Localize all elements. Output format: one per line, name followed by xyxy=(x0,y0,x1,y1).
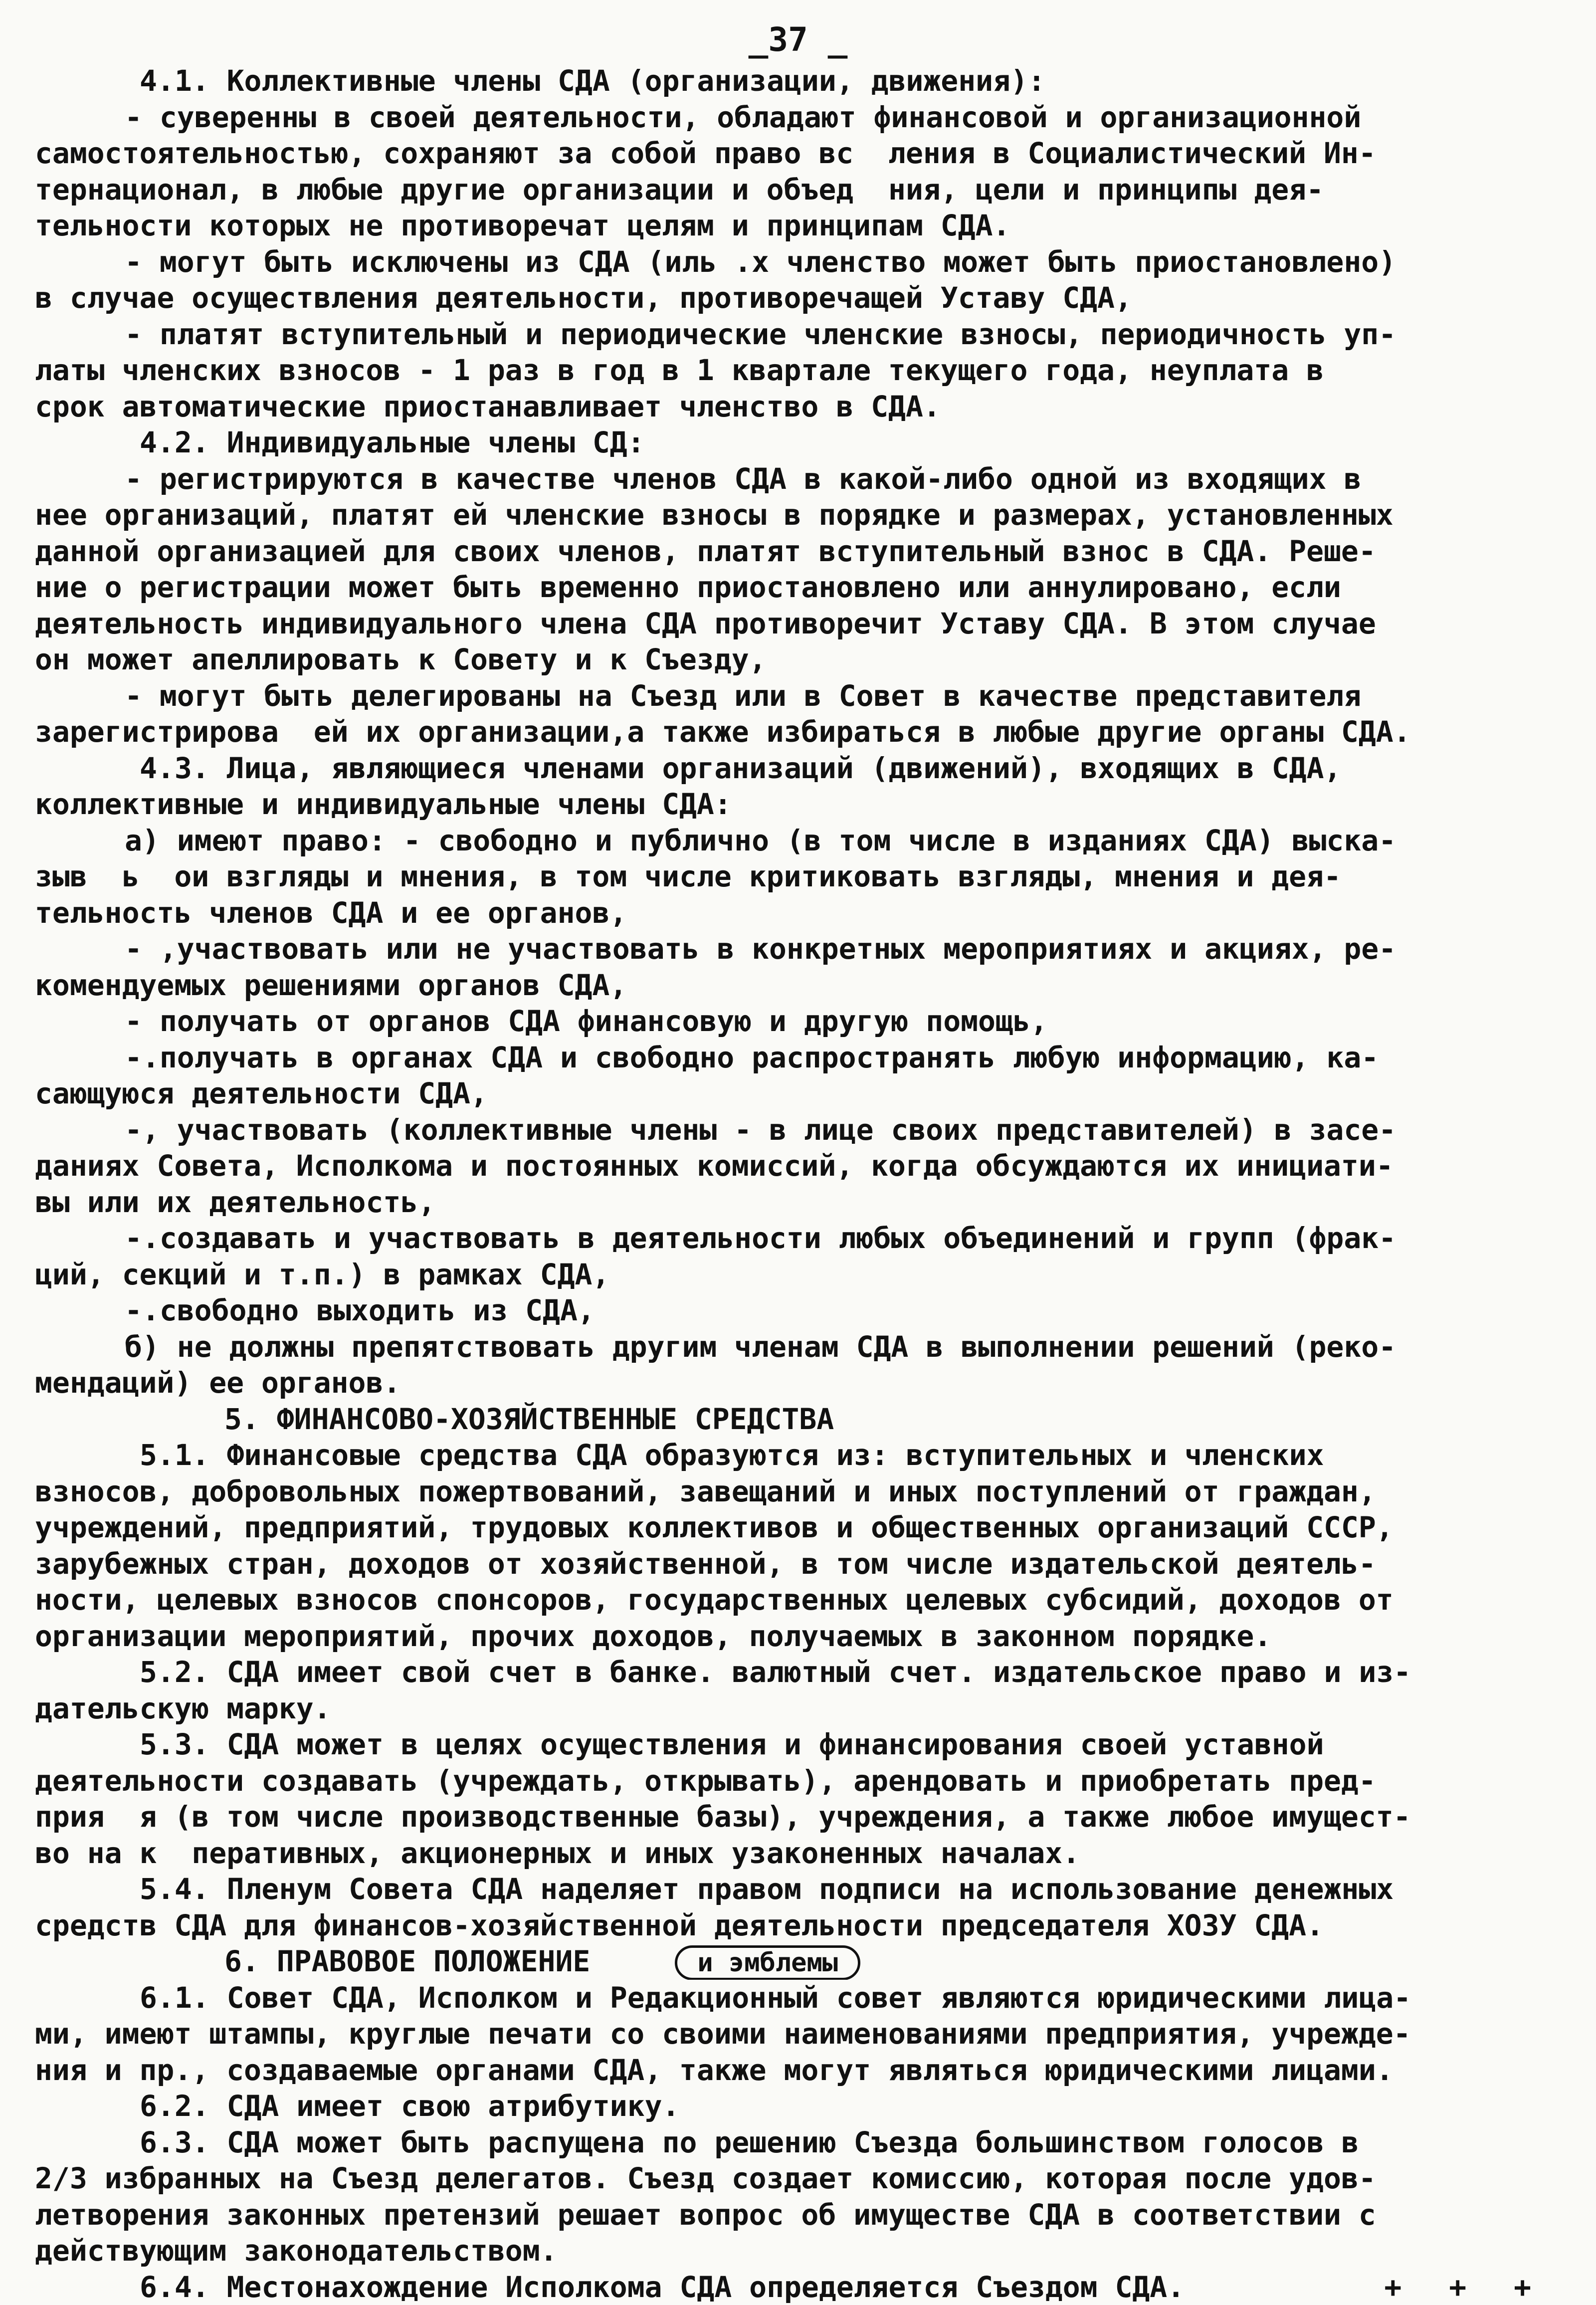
paragraph-line: мендаций) ее органов. xyxy=(35,1365,1561,1401)
paragraph-line: взносов, добровольных пожертвований, завещаний и иных поступлений от граждан, xyxy=(35,1473,1561,1510)
paragraph-line: во на к перативных, акционерных и иных узаконенных началах. xyxy=(35,1835,1561,1872)
paragraph-line: -.создавать и участвовать в деятельности любых объединений и групп (фрак- xyxy=(35,1220,1561,1257)
paragraph-line: 4.3. Лица, являющиеся членами организаций (движений), входящих в СДА, xyxy=(35,750,1561,787)
paragraph-line: 5.3. СДА может в целях осуществления и финансирования своей уставной xyxy=(35,1726,1561,1763)
paragraph-line: даниях Совета, Исполкома и постоянных комиссий, когда обсуждаются их инициати- xyxy=(35,1148,1561,1184)
paragraph-line: самостоятельностью, сохраняют за собой право вс ления в Социалистический Ин- xyxy=(35,135,1561,172)
paragraph-line: в случае осуществления деятельности, противоречащей Уставу СДА, xyxy=(35,280,1561,316)
paragraph-line: ние о регистрации может быть временно приостановлено или аннулировано, если xyxy=(35,569,1561,606)
paragraph-line: тельность членов СДА и ее органов, xyxy=(35,895,1561,931)
paragraph-line: комендуемых решениями органов СДА, xyxy=(35,967,1561,1004)
paragraph-line xyxy=(35,2269,1561,2305)
paragraph-line: - ,участвовать или не участвовать в конкретных мероприятиях и акциях, ре- xyxy=(35,931,1561,967)
paragraph-line: ния и пр., создаваемые органами СДА, также могут являться юридическими лицами. xyxy=(35,2052,1561,2089)
paragraph-line: - получать от органов СДА финансовую и другую помощь, xyxy=(35,1003,1561,1040)
document-body-continued xyxy=(35,1980,1561,2269)
page-number: _37 _ xyxy=(35,20,1561,60)
paragraph-line: деятельность индивидуального члена СДА противоречит Уставу СДА. В этом случае xyxy=(35,606,1561,642)
paragraph-line: - суверенны в своей деятельности, обладают финансовой и организационной xyxy=(35,99,1561,136)
paragraph-line: данной организацией для своих членов, платят вступительный взнос в СДА. Реше- xyxy=(35,533,1561,570)
paragraph-line: летворения законных претензий решает вопрос об имуществе СДА в соответствии с xyxy=(35,2197,1561,2233)
paragraph-line: средств СДА для финансов-хозяйственной деятельности председателя ХОЗУ СДА. xyxy=(35,1907,1561,1944)
paragraph-line: 2/3 избранных на Съезд делегатов. Съезд создает комиссию, которая после удов- xyxy=(35,2160,1561,2197)
paragraph-line: зарубежных стран, доходов от хозяйственной, в том числе издательской деятель- xyxy=(35,1546,1561,1582)
paragraph-line: срок автоматические приостанавливает членство в СДА. xyxy=(35,389,1561,425)
paragraph-line: 5.1. Финансовые средства СДА образуются из: вступительных и членских xyxy=(35,1437,1561,1473)
paragraph-line: 6.2. СДА имеет свою атрибутику. xyxy=(35,2088,1561,2124)
paragraph-line: ности, целевых взносов спонсоров, государственных целевых субсидий, доходов от xyxy=(35,1582,1561,1618)
paragraph-line: - могут быть делегированы на Съезд или в Совет в качестве представителя xyxy=(35,678,1561,714)
paragraph-line: тернационал, в любые другие организации и объед ния, цели и принципы дея- xyxy=(35,172,1561,208)
paragraph-line: - могут быть исключены из СДА (иль .х членство может быть приостановлено) xyxy=(35,244,1561,280)
paragraph-line: тельности которых не противоречат целям и принципам СДА. xyxy=(35,208,1561,244)
paragraph-line: - платят вступительный и периодические членские взносы, периодичность уп- xyxy=(35,316,1561,353)
paragraph-line: зыв ь ои взгляды и мнения, в том числе критиковать взгляды, мнения и дея- xyxy=(35,858,1561,895)
section-heading: 5. ФИНАНСОВО-ХОЗЯЙСТВЕННЫЕ СРЕДСТВА xyxy=(35,1401,1561,1438)
paragraph-line: он может апеллировать к Совету и к Съезду, xyxy=(35,641,1561,678)
section-6-heading: 6. ПРАВОВОЕ ПОЛОЖЕНИЕ xyxy=(224,1944,590,1978)
paragraph-line: 5.2. СДА имеет свой счет в банке. валютный счет. издательское право и из- xyxy=(35,1654,1561,1690)
paragraph-line: дательскую марку. xyxy=(35,1690,1561,1727)
handwritten-insertion: и эмблемы xyxy=(675,1945,860,1980)
paragraph-line: 6.3. СДА может быть распущена по решению Съезда большинством голосов в xyxy=(35,2124,1561,2161)
paragraph-line: 6.1. Совет СДА, Исполком и Редакционный совет являются юридическими лица- xyxy=(35,1980,1561,2016)
paragraph-line: а) имеют право: - свободно и публично (в том числе в изданиях СДА) выска- xyxy=(35,823,1561,859)
paragraph-line: -.свободно выходить из СДА, xyxy=(35,1292,1561,1329)
section-heading xyxy=(35,1943,1561,1980)
end-marks: + + + xyxy=(1384,2269,1546,2305)
paragraph-line: прия я (в том числе производственные базы), учреждения, а также любое имущест- xyxy=(35,1799,1561,1835)
paragraph-line: - регистрируются в качестве членов СДА в какой-либо одной из входящих в xyxy=(35,461,1561,497)
paragraph-line: б) не должны препятствовать другим членам СДА в выполнении решений (реко- xyxy=(35,1329,1561,1365)
paragraph-line: сающуюся деятельности СДА, xyxy=(35,1075,1561,1112)
paragraph-line: вы или их деятельность, xyxy=(35,1184,1561,1221)
paragraph-line: ми, имеют штампы, круглые печати со своими наименованиями предприятия, учрежде- xyxy=(35,2016,1561,2052)
paragraph-line: -, участвовать (коллективные члены - в лице своих представителей) в засе- xyxy=(35,1112,1561,1148)
paragraph-line: действующим законодательством. xyxy=(35,2233,1561,2269)
last-line-text: 6.4. Местонахождение Исполкома СДА определяется Съездом СДА. xyxy=(140,2270,1185,2304)
paragraph-line: деятельности создавать (учреждать, открывать), арендовать и приобретать пред- xyxy=(35,1763,1561,1799)
paragraph-line: коллективные и индивидуальные члены СДА: xyxy=(35,786,1561,823)
paragraph-line: нее организаций, платят ей членские взносы в порядке и размерах, установленных xyxy=(35,497,1561,533)
paragraph-line: латы членских взносов - 1 раз в год в 1 квартале текущего года, неуплата в xyxy=(35,352,1561,389)
paragraph-line: учреждений, предприятий, трудовых коллективов и общественных организаций СССР, xyxy=(35,1509,1561,1546)
paragraph-line: 4.2. Индивидуальные члены СД: xyxy=(35,424,1561,461)
paragraph-line: зарегистрирова ей их организации,а также избираться в любые другие органы СДА. xyxy=(35,714,1561,750)
paragraph-line: организации мероприятий, прочих доходов, получаемых в законном порядке. xyxy=(35,1618,1561,1655)
paragraph-line: 5.4. Пленум Совета СДА наделяет правом подписи на использование денежных xyxy=(35,1871,1561,1907)
paragraph-line: 4.1. Коллективные члены СДА (организации, движения): xyxy=(35,63,1561,99)
paragraph-line: -.получать в органах СДА и свободно распространять любую информацию, ка- xyxy=(35,1040,1561,1076)
paragraph-line: ций, секций и т.п.) в рамках СДА, xyxy=(35,1257,1561,1293)
document-body xyxy=(35,63,1561,1943)
